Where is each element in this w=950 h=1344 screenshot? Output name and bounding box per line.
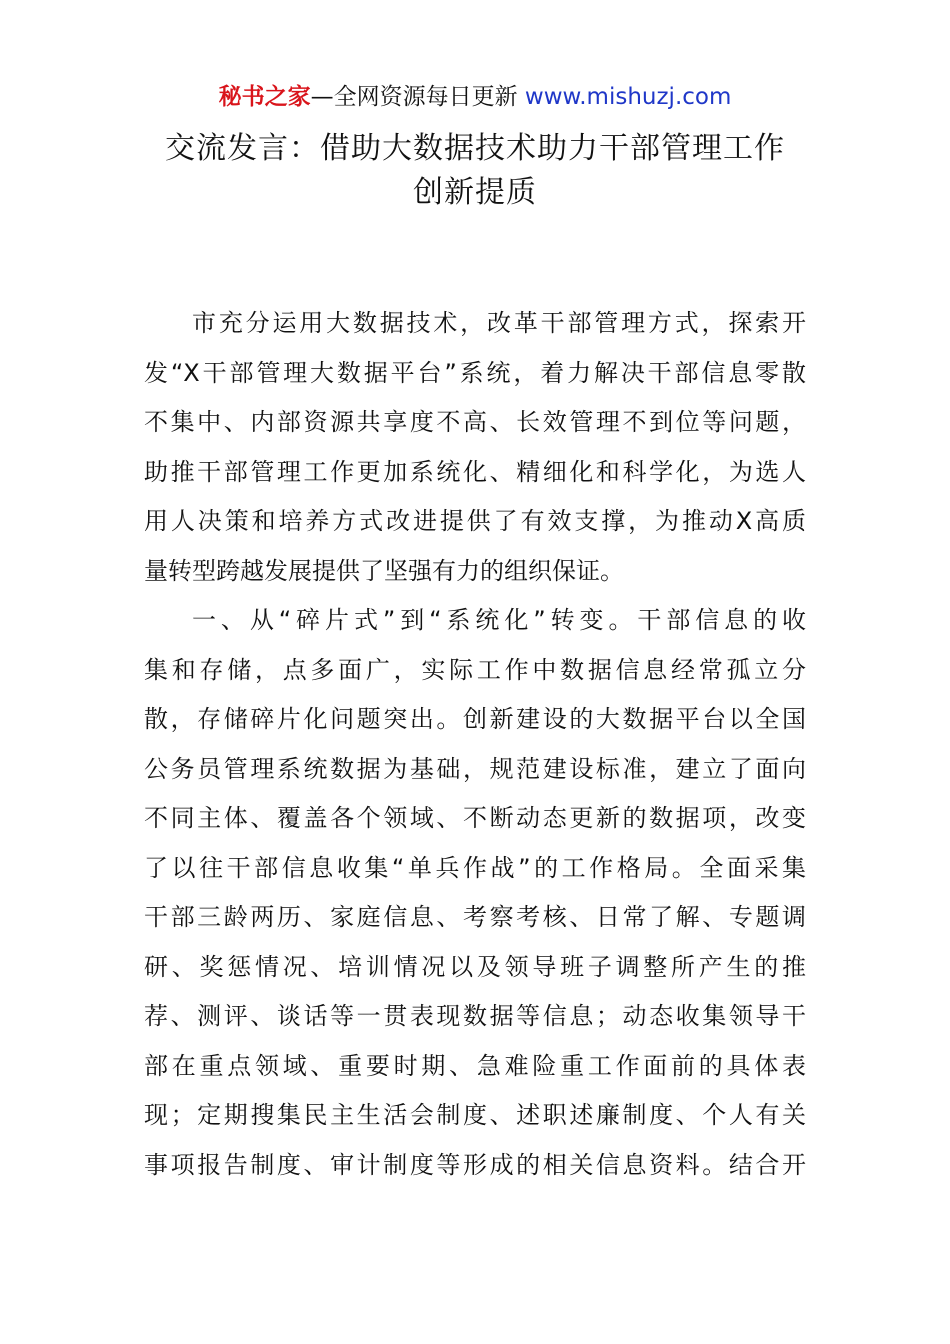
- paragraph-2-line: 集和存储，点多面广，实际工作中数据信息经常孤立分: [144, 655, 806, 684]
- paragraph-1-line: 市充分运用大数据技术，改革干部管理方式，探索开: [192, 309, 806, 337]
- document-title: [0, 127, 950, 215]
- brand-name: 秘书之家: [218, 84, 311, 110]
- paragraph-2-line: 部在重点领域、重要时期、急难险重工作面前的具体表: [144, 1051, 806, 1080]
- paragraph-1-line: 不集中、内部资源共享度不高、长效管理不到位等问题，: [144, 408, 806, 436]
- title-line-1: 交流发言：借助大数据技术助力干部管理工作: [165, 131, 785, 166]
- paragraph-2-line: 一、从“碎片式”到“系统化”转变。干部信息的收: [192, 606, 806, 634]
- paragraph-2-line: 散，存储碎片化问题突出。创新建设的大数据平台以全国: [144, 705, 806, 733]
- title-line-2: 创新提质: [413, 175, 537, 210]
- paragraph-2-line: 了以往干部信息收集“单兵作战”的工作格局。全面采集: [144, 853, 806, 882]
- header-slogan: —全网资源每日更新: [310, 84, 525, 110]
- paragraph-2-line: 现；定期搜集民主生活会制度、述职述廉制度、个人有关: [144, 1101, 806, 1129]
- document-body: [144, 299, 806, 1190]
- paragraph-2-line: 事项报告制度、审计制度等形成的相关信息资料。结合开: [144, 1150, 806, 1179]
- paragraph-2-line: 干部三龄两历、家庭信息、考察考核、日常了解、专题调: [144, 903, 806, 931]
- paragraph-2-line: 不同主体、覆盖各个领域、不断动态更新的数据项，改变: [144, 804, 806, 832]
- paragraph-2-line: 荐、测评、谈话等一贯表现数据等信息；动态收集领导干: [144, 1002, 806, 1030]
- paragraph-2-line: 公务员管理系统数据为基础，规范建设标准，建立了面向: [144, 754, 806, 783]
- paragraph-1-line: 用人决策和培养方式改进提供了有效支撑，为推动X高质: [144, 507, 806, 535]
- site-header: [0, 82, 950, 112]
- paragraph-1-line: 助推干部管理工作更加系统化、精细化和科学化，为选人: [144, 457, 806, 486]
- paragraph-2-line: 研、奖惩情况、培训情况以及领导班子调整所产生的推: [144, 952, 806, 981]
- paragraph-1-line: 发“X干部管理大数据平台”系统，着力解决干部信息零散: [144, 358, 806, 387]
- paragraph-1-line: 量转型跨越发展提供了坚强有力的组织保证。: [144, 556, 624, 585]
- site-url-link[interactable]: www.mishuzj.com: [524, 84, 732, 110]
